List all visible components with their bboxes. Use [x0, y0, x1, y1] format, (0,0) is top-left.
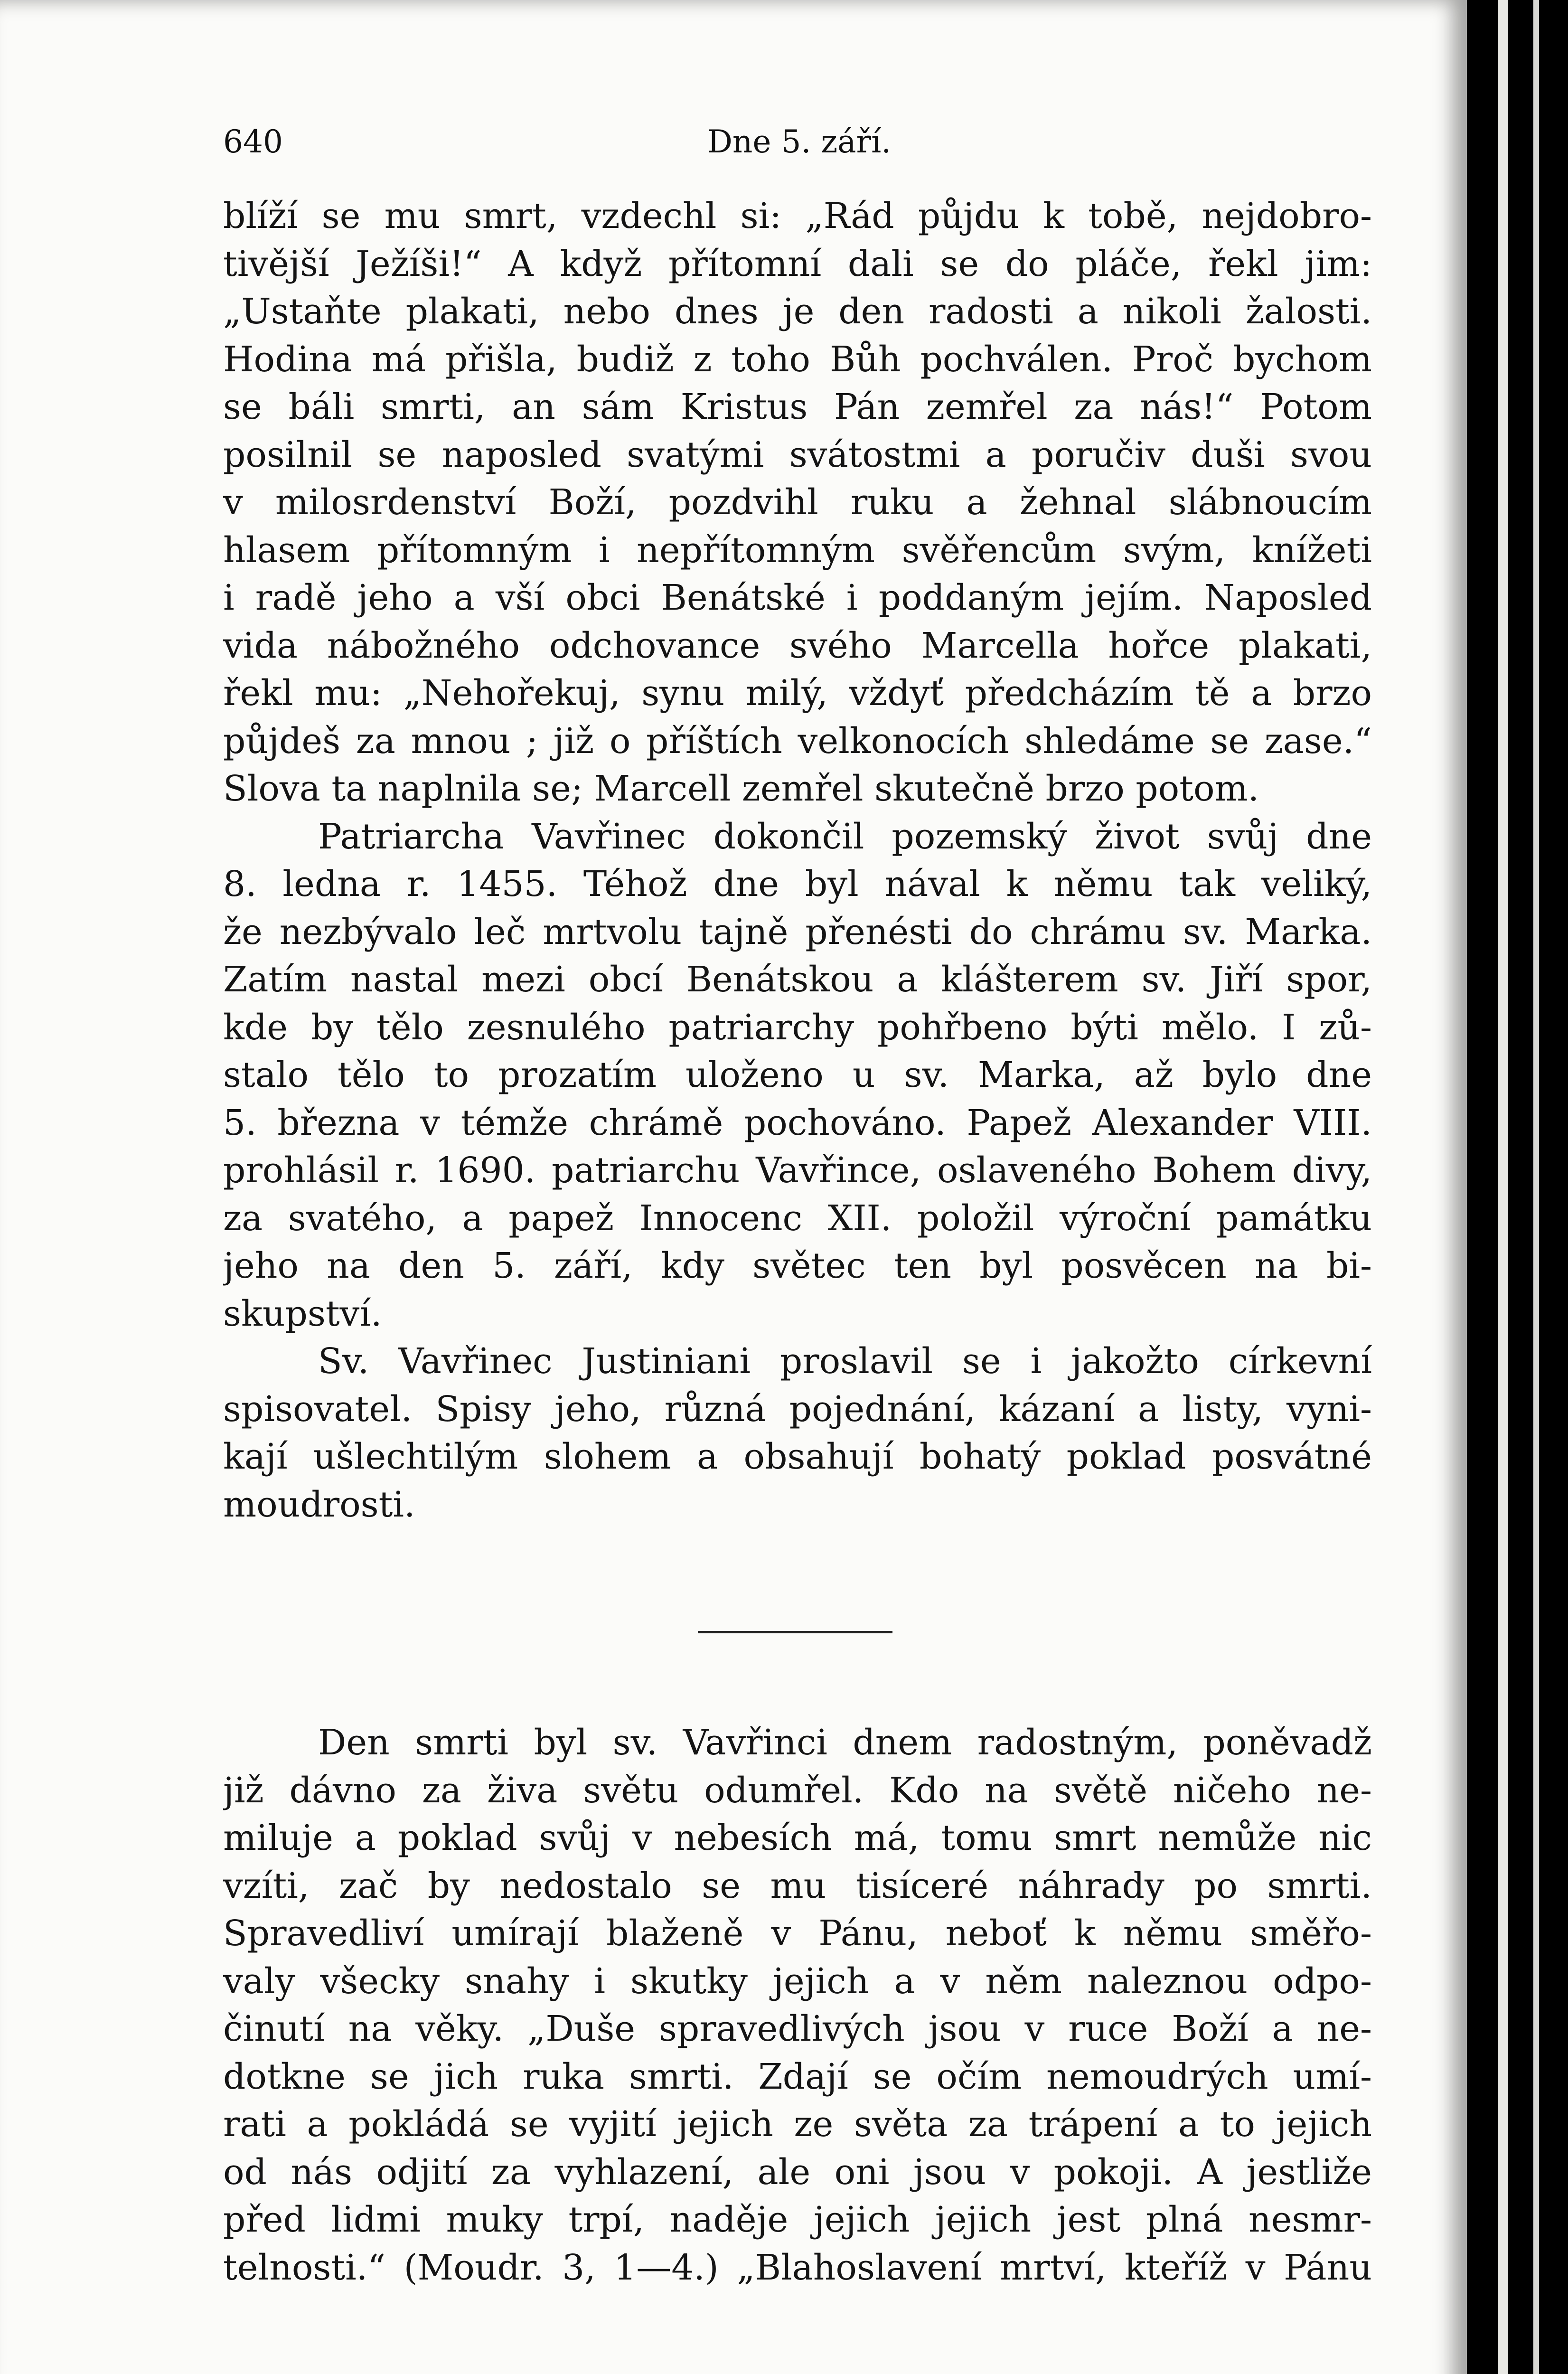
- text-line: dotkne se jich ruka smrti. Zdají se očím nemoudrých umí-: [223, 2056, 1372, 2097]
- text-line: i radě jeho a vší obci Benátské i poddaným jejím. Naposled: [223, 577, 1372, 618]
- text-line: že nezbývalo leč mrtvolu tajně přenésti do chrámu sv. Marka.: [223, 911, 1372, 952]
- section-divider: [698, 1631, 892, 1633]
- page-number: 640: [223, 123, 283, 160]
- page-edge: [1533, 0, 1539, 2374]
- page-header: [223, 114, 1372, 161]
- text-line: vida nábožného odchovance svého Marcella hořce plakati,: [223, 625, 1372, 666]
- text-line: kají ušlechtilým slohem a obsahují bohatý poklad posvátné: [223, 1436, 1372, 1477]
- text-line: činutí na věky. „Duše spravedlivých jsou v ruce Boží a ne-: [223, 2008, 1372, 2049]
- text-line: hlasem přítomným i nepřítomným svěřencům svým, knížeti: [223, 529, 1372, 571]
- text-line: již dávno za živa světu odumřel. Kdo na světě ničeho ne-: [223, 1770, 1372, 1811]
- text-line: moudrosti.: [223, 1484, 415, 1525]
- text-line: Sv. Vavřinec Justiniani proslavil se i jakožto církevní: [318, 1341, 1372, 1382]
- text-line: vzíti, zač by nedostalo se mu tisíceré náhrady po smrti.: [223, 1865, 1372, 1906]
- body-text-section-1: [223, 192, 1372, 1528]
- text-line: Slova ta naplnila se; Marcell zemřel skutečně brzo potom.: [223, 768, 1259, 809]
- text-line: Spravedliví umírají blaženě v Pánu, neboť k němu směřo-: [223, 1913, 1372, 1954]
- text-line: 5. března v témže chrámě pochováno. Papež Alexander VIII.: [223, 1102, 1372, 1143]
- running-head: Dne 5. září.: [707, 123, 892, 160]
- text-line: Patriarcha Vavřinec dokončil pozemský život svůj dne: [318, 816, 1372, 857]
- text-line: Hodina má přišla, budiž z toho Bůh pochválen. Proč bychom: [223, 339, 1372, 380]
- text-line: jeho na den 5. září, kdy světec ten byl posvěcen na bi-: [223, 1245, 1372, 1286]
- page-edge: [1498, 0, 1508, 2374]
- text-line: před lidmi muky trpí, naděje jejich jejich jest plná nesmr-: [223, 2199, 1372, 2240]
- text-line: tivější Ježíši!“ A když přítomní dali se do pláče, řekl jim:: [223, 243, 1372, 284]
- text-line: se báli smrti, an sám Kristus Pán zemřel za nás!“ Potom: [223, 386, 1372, 427]
- text-line: Den smrti byl sv. Vavřinci dnem radostným, poněvadž: [318, 1722, 1372, 1763]
- text-line: telnosti.“ (Moudr. 3, 1—4.) „Blahoslavení mrtví, kteříž v Pánu: [223, 2247, 1372, 2288]
- text-line: 8. ledna r. 1455. Téhož dne byl nával k němu tak veliký,: [223, 864, 1372, 904]
- text-line: prohlásil r. 1690. patriarchu Vavřince, oslaveného Bohem divy,: [223, 1150, 1372, 1191]
- text-line: řekl mu: „Nehořekuj, synu milý, vždyť předcházím tě a brzo: [223, 673, 1372, 714]
- text-line: kde by tělo zesnulého patriarchy pohřbeno býti mělo. I zů-: [223, 1007, 1372, 1048]
- text-line: stalo tělo to prozatím uloženo u sv. Marka, až bylo dne: [223, 1055, 1372, 1095]
- text-line: Zatím nastal mezi obcí Benátskou a klášterem sv. Jiří spor,: [223, 959, 1372, 1000]
- text-line: od nás odjití za vyhlazení, ale oni jsou v pokoji. A jestliže: [223, 2151, 1372, 2193]
- text-line: posilnil se naposled svatými svátostmi a poručiv duši svou: [223, 434, 1372, 475]
- text-line: blíží se mu smrt, vzdechl si: „Rád půjdu k tobě, nejdobro-: [223, 196, 1372, 236]
- text-line: rati a pokládá se vyjití jejich ze světa za trápení a to jejich: [223, 2104, 1372, 2145]
- text-line: v milosrdenství Boží, pozdvihl ruku a žehnal slábnoucím: [223, 482, 1372, 523]
- text-line: půjdeš za mnou ; již o příštích velkonocích shledáme se zase.“: [223, 720, 1372, 762]
- text-line: skupství.: [223, 1293, 382, 1334]
- text-line: „Ustaňte plakati, nebo dnes je den radosti a nikoli žalosti.: [223, 291, 1372, 332]
- text-line: miluje a poklad svůj v nebesích má, tomu smrt nemůže nic: [223, 1818, 1372, 1858]
- body-text-section-2: [223, 1719, 1372, 2291]
- text-line: spisovatel. Spisy jeho, různá pojednání, kázaní a listy, vyni-: [223, 1388, 1372, 1430]
- text-line: za svatého, a papež Innocenc XII. položil výroční památku: [223, 1197, 1372, 1239]
- text-line: valy všecky snahy i skutky jejich a v něm naleznou odpo-: [223, 1960, 1372, 2002]
